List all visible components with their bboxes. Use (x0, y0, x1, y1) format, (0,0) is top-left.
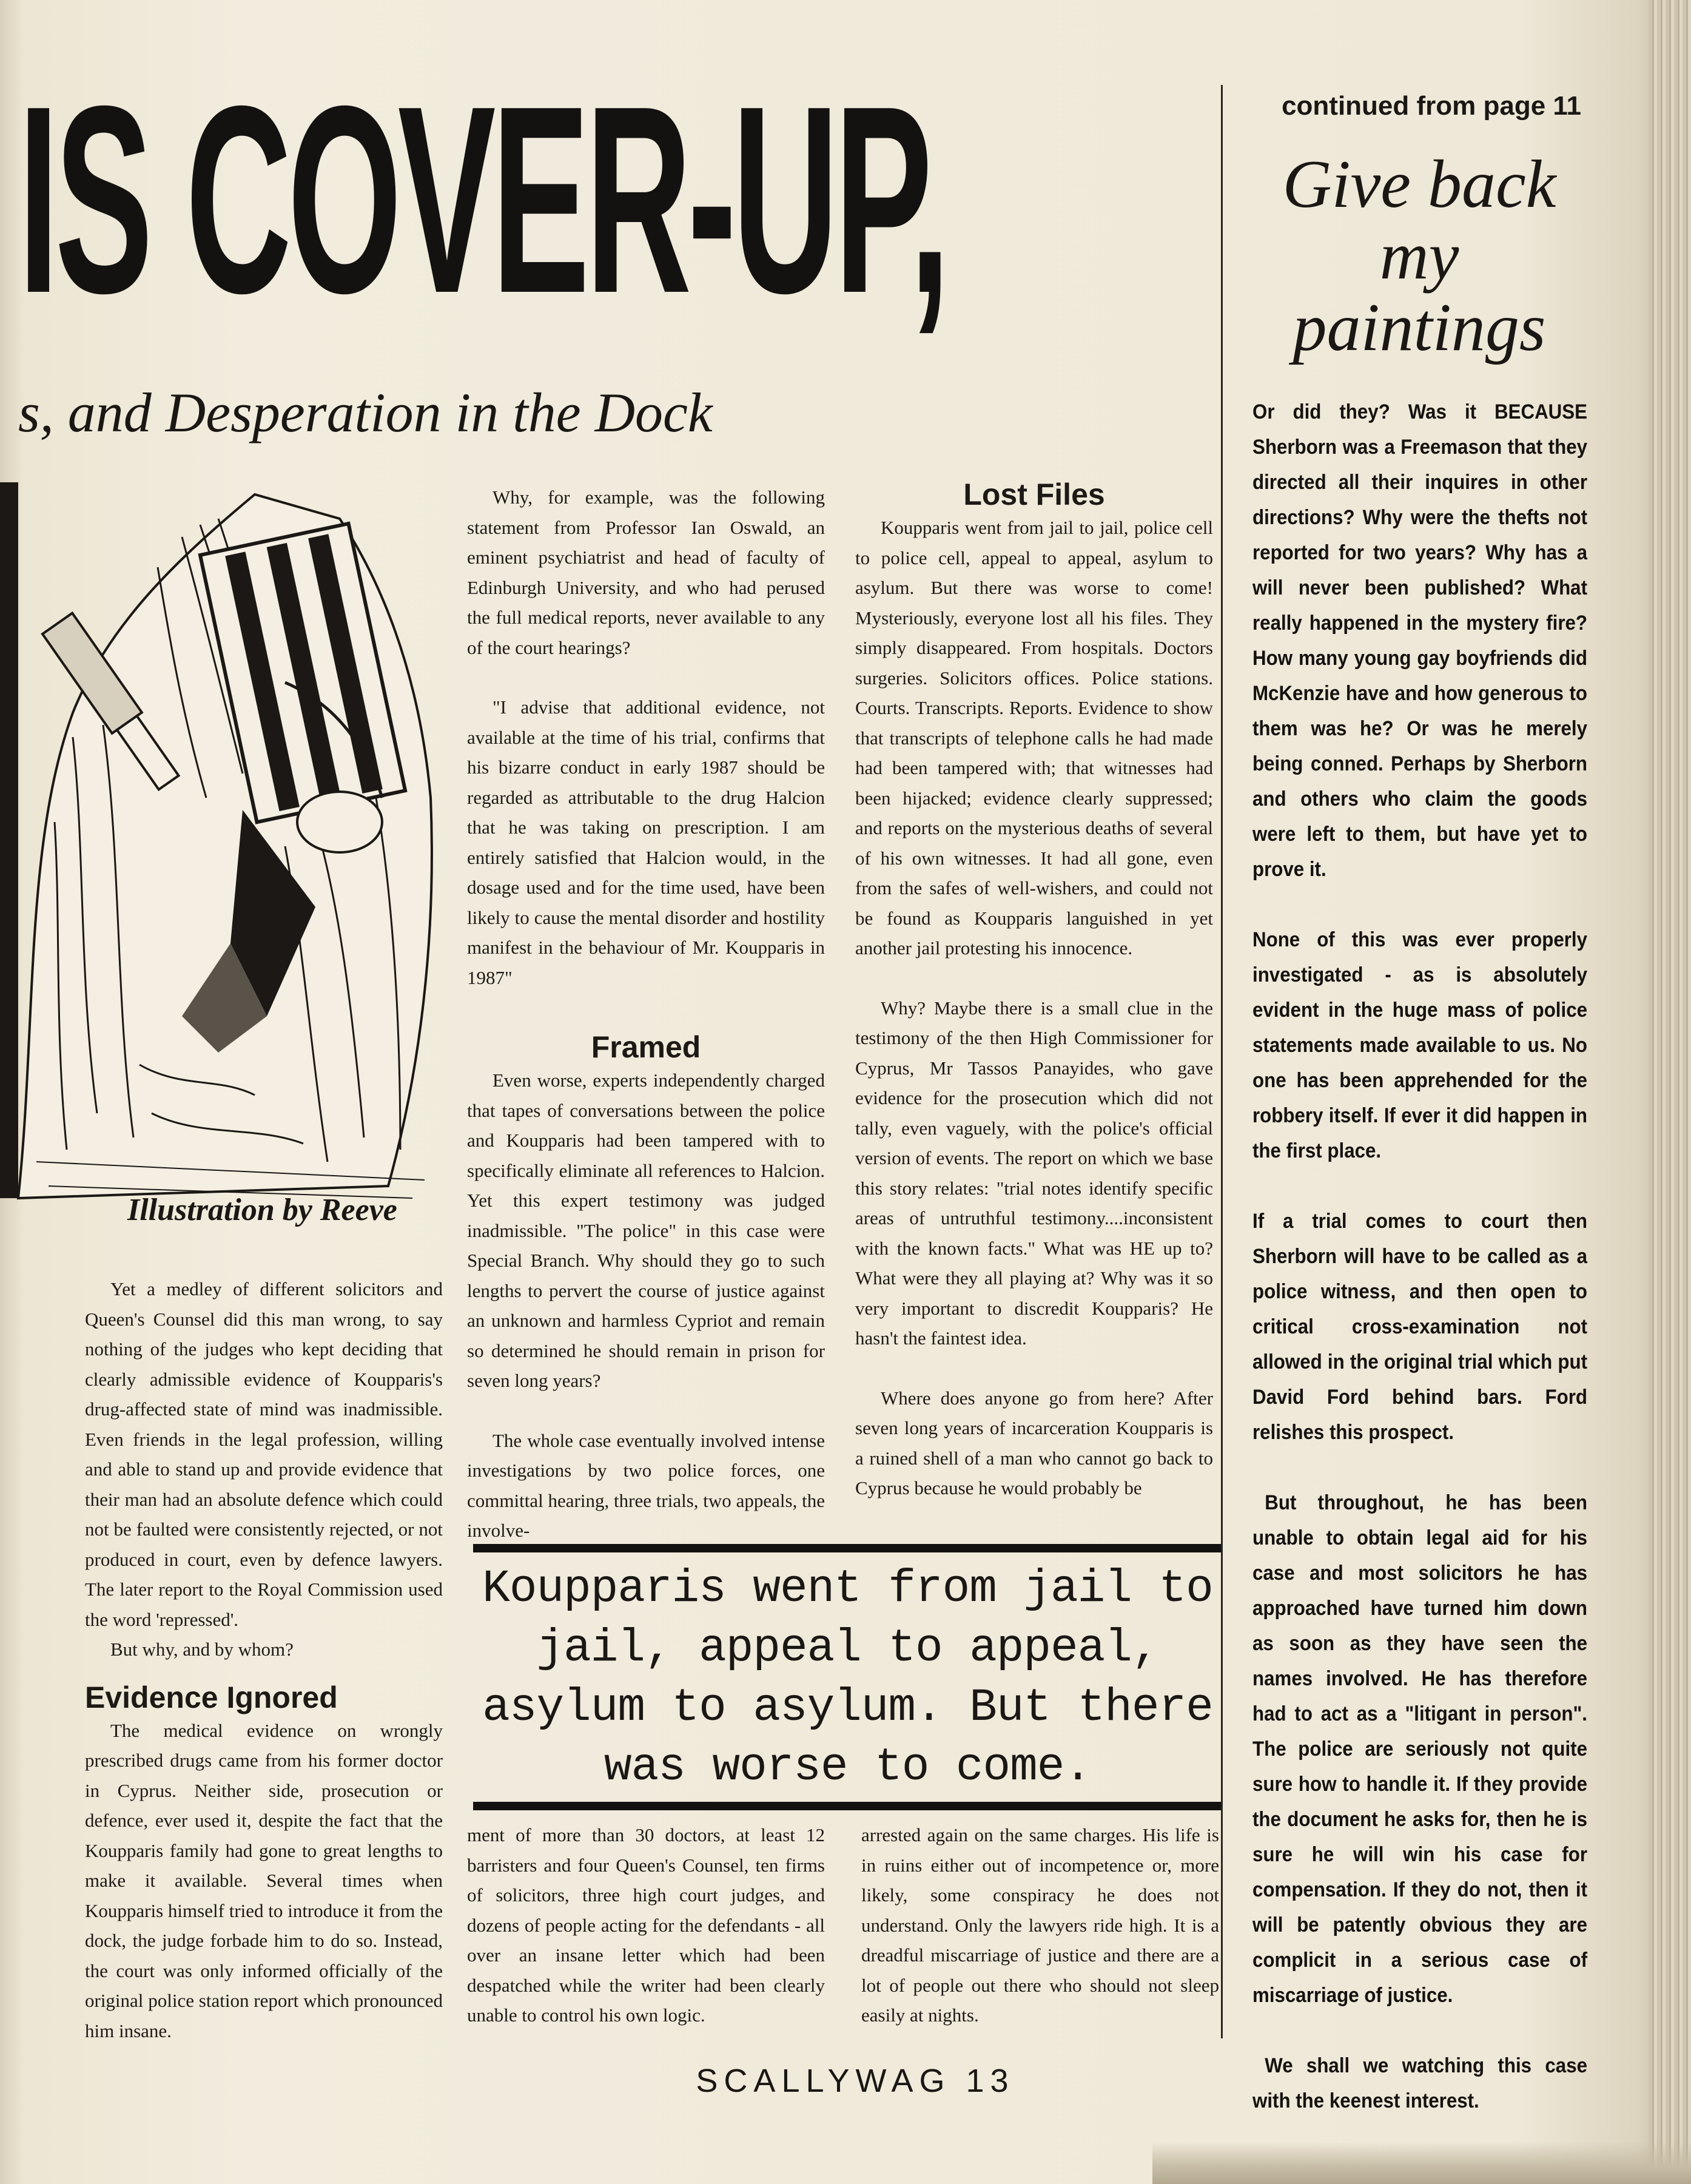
col1-paragraph-1: Yet a medley of different solicitors and Queen's Counsel did this man wrong, to say nothing of the judges who kept deciding that clearly admissible evidence of Koupparis's drug-affected state of mind was inadmissible. Even friends in the legal profession, willing and able to stand up and provide evidence that their man had an absolute defence which could not be faulted were consistently rejected, or not produced in court, even by defence lawyers. The later report to the Royal Commission used the word 'repressed'. (85, 1278, 443, 1630)
column-3-bottom (861, 1820, 1219, 2031)
sidebar-title-line-1: Give back (1282, 147, 1556, 222)
column-3-top (855, 476, 1213, 1503)
sidebar-title (1237, 149, 1601, 367)
sidebar-paragraph-2: None of this was ever properly investigated - as is absolutely evident in the huge mass of police statements made available to us. No one has been apprehended for the robbery itself. If ever it did happen in the first place. (1252, 928, 1587, 1162)
section-heading-framed: Framed (591, 1030, 701, 1064)
col3-paragraph-2: Why? Maybe there is a small clue in the testimony of the then High Commissioner for Cyprus, Mr Tassos Panayides, who gave evidence for the prosecution which did not tally, even vaguely, with the police's official version of events. The report on which we base this story relates: "trial notes identify specific areas of untruthful testimony....inconsistent with the known facts." What was HE up to? What were they all playing at? Why was it so very important to discredit Koupparis? He hasn't the faintest idea. (855, 997, 1213, 1349)
page-folio: SCALLYWAG 13 (696, 2063, 1015, 2099)
sidebar-title-line-2: my (1379, 218, 1459, 294)
col2-paragraph-4: The whole case eventually involved intense investigations by two police forces, one committal hearing, three trials, two appeals, the involve- (467, 1429, 825, 1541)
sidebar-paragraph-4: But throughout, he has been unable to obtain legal aid for his case and most solicitors he has approached have turned him down as soon as they have seen the names involved. He has therefore had to act as a "litigant in person". The police are seriously not quite sure how to handle it. If they provide the document he asks for, then he is sure he will win his case for compensation. If they do not, then it will be patently obvious they are complicit in a serious case of miscarriage of justice. (1252, 1491, 1587, 2007)
sidebar-title-line-3: paintings (1293, 290, 1546, 365)
col3-paragraph-3: Where does anyone go from here? After seven long years of incarceration Koupparis is a ruined shell of a man who cannot go back to Cyprus because he would probably be (855, 1387, 1213, 1498)
col2-paragraph-3: Even worse, experts independently charged that tapes of conversations between the police and Koupparis had been tampered with to specifically eliminate all references to Halcion. Yet this expert testimony was judged inadmissible. "The police" in this case were Special Branch. Why should they go to such lengths to pervert the course of justice against an unknown and harmless Cypriot and remain so determined he should remain in prison for seven long years? (467, 1070, 825, 1391)
illustration-credit: Illustration by Reeve (127, 1193, 397, 1227)
col3-paragraph-1: Koupparis went from jail to jail, police cell to police cell, appeal to appeal, asylum to asylum. But there was worse to come! Mysteriously, everyone lost all his files. They simply disappeared. From hospitals. Doctors surgeries. Solicitors offices. Police stations. Courts. Transcripts. Reports. Evidence to show that transcripts of telephone calls he had made had been tampered with; that witnesses had been hijacked; evidence clearly suppressed; and reports on the mysterious deaths of several of his own witnesses. It had all gone, even from the safes of well-wishers, and could not be found as Koupparis languished in yet another jail protesting his innocence. (855, 517, 1213, 959)
column-2-top (467, 482, 825, 1546)
column-divider (1221, 85, 1223, 2038)
col2-paragraph-2: "I advise that additional evidence, not available at the time of his trial, confirms that his bizarre conduct in early 1987 should be regarded as attributable to the drug Halcion that he was taking on prescription. I am entirely satisfied that Halcion would, in the dosage used and for the time used, have been likely to cause the mental disorder and hostility manifest in the behaviour of Mr. Koupparis in 1987" (467, 696, 825, 988)
sidebar-paragraph-1: Or did they? Was it BECAUSE Sherborn was a Freemason that they directed all their inquires in other directions? Why were the thefts not reported for two years? Why has a will never been published? What really happened in the mystery fire? How many young gay boyfriends did McKenzie have and how generous to them was he? Or was he merely being conned. Perhaps by Sherborn and others who claim the goods were left to them, but have yet to prove it. (1252, 400, 1587, 881)
continued-note: continued from page 11 (1282, 91, 1581, 121)
col1-paragraph-2: But why, and by whom? (110, 1639, 294, 1660)
page-stack-edge (1649, 0, 1691, 2184)
section-heading-lost-files: Lost Files (963, 477, 1105, 511)
sidebar-body (1252, 394, 1587, 2118)
column-1 (85, 1274, 443, 2046)
illustration-drawing (0, 482, 437, 1235)
col2-paragraph-1: Why, for example, was the following statement from Professor Ian Oswald, an eminent psychiatrist and head of faculty of Edinburgh University, and who had perused the full medical reports, never available to any of the court hearings? (467, 487, 825, 658)
sidebar-paragraph-5: We shall we watching this case with the keenest interest. (1252, 2054, 1587, 2112)
col1-paragraph-3: The medical evidence on wrongly prescribed drugs came from his former doctor in Cyprus. Neither side, prosecution or defence, ever used it, despite the fact that the Koupparis family had gone to great lengths to make it available. Several times when Koupparis himself tried to introduce it from the dock, the judge forbade him to do so. Instead, the court was only informed officially of the original police station report which pronounced him insane. (85, 1719, 443, 2041)
page-bottom-shadow (1152, 2142, 1691, 2184)
pull-quote-bottom-rule (473, 1802, 1222, 1810)
section-heading-evidence-ignored: Evidence Ignored (85, 1680, 338, 1714)
col3-paragraph-4: arrested again on the same charges. His life is in ruins either out of incompetence or, more likely, some conspiracy he does not understand. Only the lawyers ride high. It is a dreadful miscarriage of justice and there are a lot of people out there who should not sleep easily at nights. (861, 1824, 1219, 2026)
sidebar-paragraph-3: If a trial comes to court then Sherborn will have to be called as a police witness, and then open to critical cross-examination not allowed in the original trial which put David Ford behind bars. Ford relishes this prospect. (1252, 1210, 1587, 1444)
pull-quote-top-rule (473, 1544, 1222, 1552)
col2-paragraph-5: ment of more than 30 doctors, at least 12 barristers and four Queen's Counsel, ten firms of solicitors, three high court judges, and dozens of people acting for the defendants - all over an insane letter which had been despatched while the writer had been clearly unable to control his own logic. (467, 1824, 825, 2026)
illustration (0, 482, 437, 1235)
column-2-bottom (467, 1820, 825, 2031)
subheadline: s, and Desperation in the Dock (18, 382, 713, 443)
pull-quote: Koupparis went from jail to jail, appeal to appeal, asylum to asylum. But there was worse to come. (482, 1563, 1213, 1793)
headline: IS COVER-UP, (18, 51, 947, 349)
